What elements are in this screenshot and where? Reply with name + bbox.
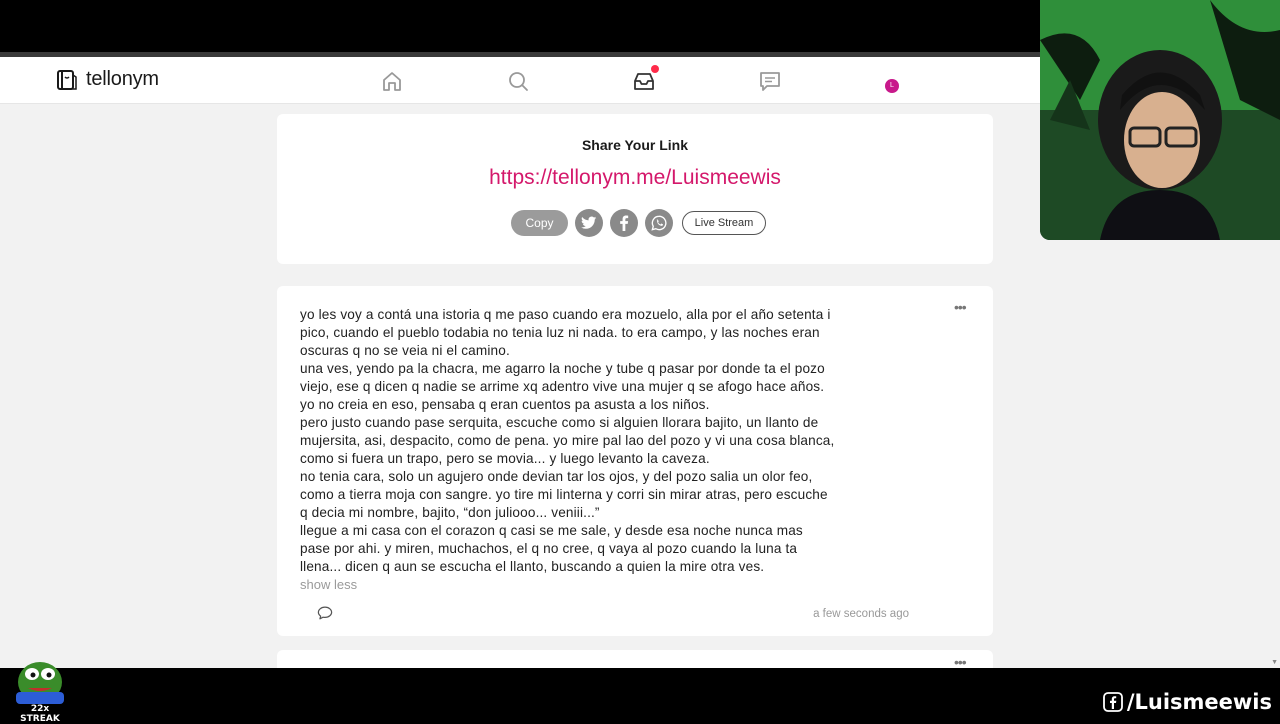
webcam-overlay — [1040, 0, 1280, 240]
inbox-icon[interactable] — [632, 69, 656, 93]
tell-line: como a tierra moja con sangre. yo tire mi linterna y corri sin mirar atras, pero escuche — [300, 487, 828, 502]
facebook-icon — [1103, 692, 1123, 712]
tell-line: una ves, yendo pa la chacra, me agarro la noche y tube q pasar por donde ta el pozo — [300, 361, 825, 376]
tell-line: pase por ahi. y miren, muchachos, el q no cree, q vaya al pozo cuando la luna ta — [300, 541, 798, 556]
tellonym-logo-icon — [56, 69, 78, 91]
scroll-down-arrow[interactable]: ▼ — [1271, 659, 1278, 666]
tell-line: yo no creia en eso, pensaba q eran cuentos pa asusta a los niños. — [300, 397, 710, 412]
comment-icon[interactable] — [317, 606, 333, 625]
next-tell-menu-icon[interactable]: ••• — [954, 654, 966, 668]
twitter-icon[interactable] — [575, 209, 603, 237]
next-tell-card — [277, 650, 993, 668]
tell-line: llegue a mi casa con el corazon q casi se me sale, y desde esa noche nunca mas — [300, 523, 803, 538]
copy-button[interactable]: Copy — [511, 210, 568, 236]
logo-text: tellonym — [86, 68, 159, 90]
tell-line: oscuras q no se veia ni el camino. — [300, 343, 510, 358]
live-stream-button[interactable]: Live Stream — [682, 211, 766, 235]
tell-line: viejo, ese q dicen q nadie se arrime xq adentro vive una mujer q se afogo hace años. — [300, 379, 825, 394]
tell-text — [300, 306, 920, 576]
notification-dot — [651, 65, 659, 73]
facebook-icon[interactable] — [610, 209, 638, 237]
show-less-link[interactable]: show less — [300, 577, 358, 592]
tell-line: pico, cuando el pueblo todabia no tenia luz ni nada. to era campo, y las noches eran — [300, 325, 820, 340]
logo[interactable] — [56, 68, 159, 91]
tell-card — [277, 286, 993, 636]
share-actions — [511, 209, 766, 237]
pepe-icon — [12, 652, 68, 704]
streak-badge — [12, 652, 68, 724]
streak-label: 22x STREAK — [20, 704, 60, 724]
stream-bottom-bar — [0, 668, 1280, 720]
share-title: Share Your Link — [581, 137, 689, 153]
tell-line: q decia mi nombre, bajito, “don juliooo... veniii...” — [300, 505, 600, 520]
search-icon[interactable] — [506, 69, 530, 93]
tell-timestamp: a few seconds ago — [813, 608, 909, 620]
chat-icon[interactable] — [758, 69, 782, 93]
stream-handle-text: /Luismeewis — [1126, 690, 1272, 714]
share-link-card — [277, 114, 993, 264]
tell-line: no tenia cara, solo un agujero onde devian tar los ojos, y del pozo salia un olor feo, — [300, 469, 813, 484]
home-icon[interactable] — [380, 69, 404, 93]
whatsapp-icon[interactable] — [645, 209, 673, 237]
share-link[interactable]: https://tellonym.me/Luismeewis — [489, 166, 781, 189]
tell-line: como si fuera un trapo, pero se movia... y luego levanto la caveza. — [300, 451, 710, 466]
tell-line: pero justo cuando pase serquita, escuche como si alguien llorara bajito, un llanto de — [300, 415, 819, 430]
tell-line: mujersita, asi, despacito, como de pena. yo mire pal lao del pozo y vi una cosa blanca, — [300, 433, 835, 448]
tell-menu-icon[interactable]: ••• — [954, 299, 966, 315]
avatar[interactable]: L — [885, 79, 899, 93]
stream-handle — [1103, 690, 1272, 714]
tell-line: yo les voy a contá una istoria q me paso cuando era mozuelo, alla por el año setenta i — [300, 307, 831, 322]
tell-line: llena... dicen q aun se escucha el llanto, buscando a quien la mire otra ves. — [300, 559, 765, 574]
